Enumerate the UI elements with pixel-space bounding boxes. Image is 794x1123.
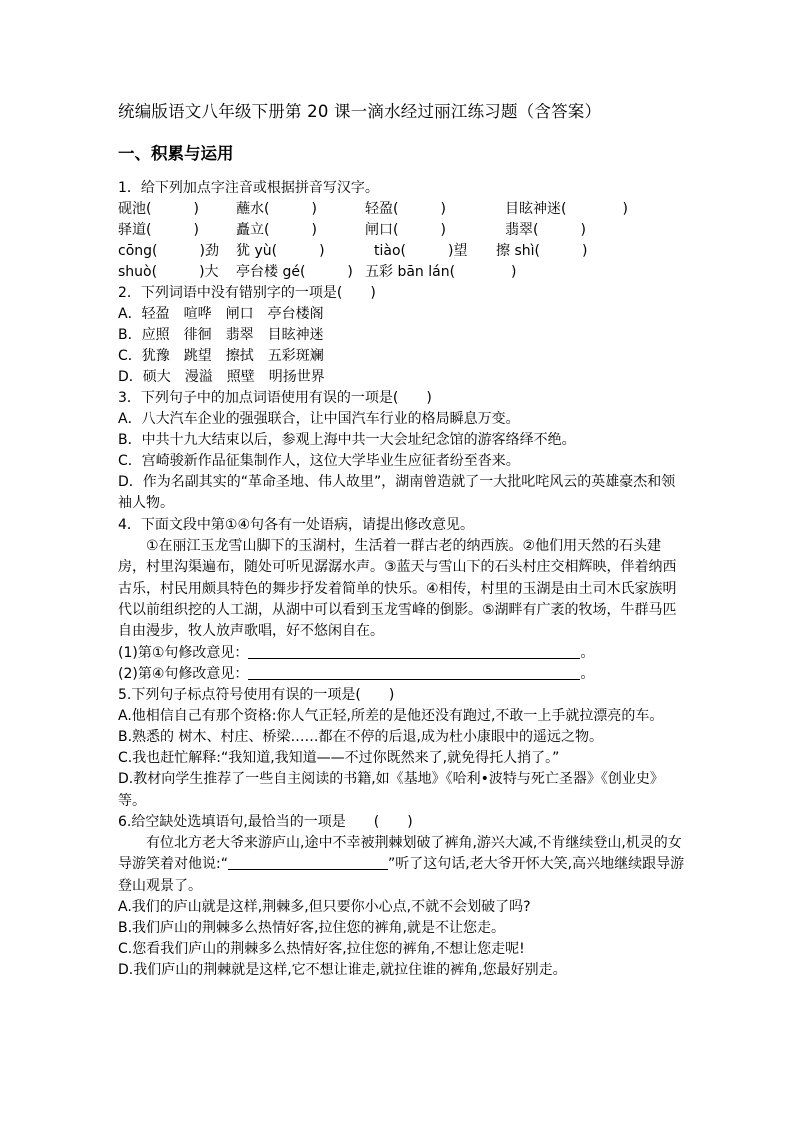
option-d: D.教材向学生推荐了一些自主阅读的书籍,如《基地》《哈利•波特与死亡圣器》《创业史》等。	[118, 771, 664, 809]
pinyin-item: 驿道( )	[118, 222, 199, 238]
pinyin-item: cōng( )劲	[118, 243, 219, 259]
passage: ①在丽江玉龙雪山脚下的玉湖村，生活着一群古老的纳西族。②他们用天然的石头建房，村里沟渠遍布，随处可听见潺潺水声。③蓝天与雪山下的石头村庄交相辉映，伴着纳西古乐，村民用颇具特色的舞步抒发着简单的快乐。④相传，村里的玉湖是由土司木氏家族明代以前组织挖的人工湖，从湖中可以看到玉龙雪峰的倒影。⑤湖畔有广袤的牧场，牛群马匹自由漫步，牧人放声歌唱，好不悠闲自在。	[118, 537, 677, 640]
option-c: C．犹豫 跳望 擦拭 五彩斑斓	[118, 348, 324, 364]
pinyin-row	[118, 199, 688, 220]
question-stem: 1．给下列加点字注音或根据拼音写汉字。	[118, 180, 379, 196]
question-6	[118, 812, 688, 981]
option-a: A．八大汽车企业的强强联合，让中国汽车行业的格局瞬息万变。	[118, 411, 520, 427]
worksheet-page	[118, 100, 688, 981]
passage-part-1: 有位北方老大爷来游庐山,途中不幸被荆棘划破了裤角,游兴大减,不肯继续登山,机灵的女导游笑着对他说:“	[118, 835, 682, 873]
option-a: A.他相信自己有那个资格:你人气正轻,所差的是他还没有跑过,不敢一上手就拉漂亮的车。	[118, 707, 664, 724]
question-stem: 3．下列句子中的加点词语使用有误的一项是( )	[118, 390, 432, 406]
question-2	[118, 283, 688, 388]
pinyin-item: 翡翠( )	[505, 222, 586, 238]
option-d: D．作为名副其实的“革命圣地、伟人故里”，湖南曾造就了一大批叱咤风云的英雄豪杰和领袖人物。	[118, 474, 676, 512]
option-c: C.您看我们庐山的荆棘多么热情好客,拉住您的裤角,不想让您走呢!	[118, 941, 525, 958]
answer-label: (2)第④句修改意见：	[118, 665, 249, 682]
passage	[118, 833, 688, 897]
option-a: A.我们的庐山就是这样,荆棘多,但只要你小心点,不就不会划破了吗?	[118, 899, 531, 916]
pinyin-row	[118, 262, 688, 283]
option-b: B.我们庐山的荆棘多么热情好客,拉住您的裤角,就是不让您走。	[118, 920, 505, 937]
pinyin-item: tiào( )望	[374, 243, 468, 259]
question-stem: 2．下列词语中没有错别字的一项是( )	[118, 285, 376, 301]
answer-blank[interactable]	[248, 644, 580, 659]
pinyin-item: 蘸水( )	[236, 201, 317, 217]
pinyin-item: 擦 shì( )	[496, 243, 588, 259]
answer-label: (1)第①句修改意见：	[118, 644, 249, 661]
option-b: B．应照 徘徊 翡翠 目眩神迷	[118, 327, 324, 343]
question-4	[118, 515, 688, 685]
question-3	[118, 388, 688, 515]
answer-line-2	[118, 664, 688, 685]
option-c: C．宫崎骏新作品征集制作人，这位大学毕业生应征者纷至沓来。	[118, 453, 520, 469]
pinyin-item: 目眩神迷( )	[505, 201, 628, 217]
answer-line-1	[118, 643, 688, 664]
option-b: B．中共十九大结束以后，参观上海中共一大会址纪念馆的游客络绎不绝。	[118, 432, 576, 448]
question-stem: 6.给空缺处选填语句,最恰当的一项是 ( )	[118, 814, 413, 831]
question-stem: 5.下列句子标点符号使用有误的一项是( )	[118, 686, 395, 703]
pinyin-item: 轻盈( )	[365, 201, 446, 217]
option-a: A．轻盈 喧哗 闸口 亭台楼阁	[118, 306, 324, 322]
option-d: D．硕大 漫溢 照壁 明扬世界	[118, 369, 325, 385]
page-title: 统编版语文八年级下册第 20 课一滴水经过丽江练习题（含答案）	[118, 102, 602, 121]
answer-end: 。	[580, 665, 595, 682]
pinyin-item: 砚池( )	[118, 201, 199, 217]
pinyin-item: 矗立( )	[236, 222, 317, 238]
pinyin-item: 闸口( )	[365, 222, 446, 238]
pinyin-item: 五彩 bān lán( )	[365, 264, 517, 280]
pinyin-item: shuò( )大	[118, 264, 219, 280]
question-1	[118, 178, 688, 283]
pinyin-row	[118, 220, 688, 241]
pinyin-item: 犹 yù( )	[236, 243, 325, 259]
question-5	[118, 685, 688, 812]
pinyin-row	[118, 241, 688, 262]
option-b: B.熟悉的 树木、村庄、桥梁……都在不停的后退,成为杜小康眼中的遥远之物。	[118, 729, 603, 746]
answer-blank[interactable]	[248, 665, 580, 680]
answer-end: 。	[580, 644, 595, 661]
fill-blank[interactable]	[228, 855, 388, 870]
pinyin-item: 亭台楼 gé( )	[236, 264, 353, 280]
option-c: C.我也赶忙解释:“我知道,我知道——不过你既然来了,就免得托人捎了。”	[118, 750, 560, 767]
question-stem: 4．下面文段中第①④句各有一处语病，请提出修改意见。	[118, 516, 475, 533]
section-heading: 一、积累与运用	[118, 144, 234, 163]
passage-part-2: ”听了这句话,老大爷开怀大笑,高兴地继续跟导游登山观景了。	[118, 856, 685, 894]
option-d: D.我们庐山的荆棘就是这样,它不想让谁走,就拉住谁的裤角,您最好别走。	[118, 962, 567, 979]
